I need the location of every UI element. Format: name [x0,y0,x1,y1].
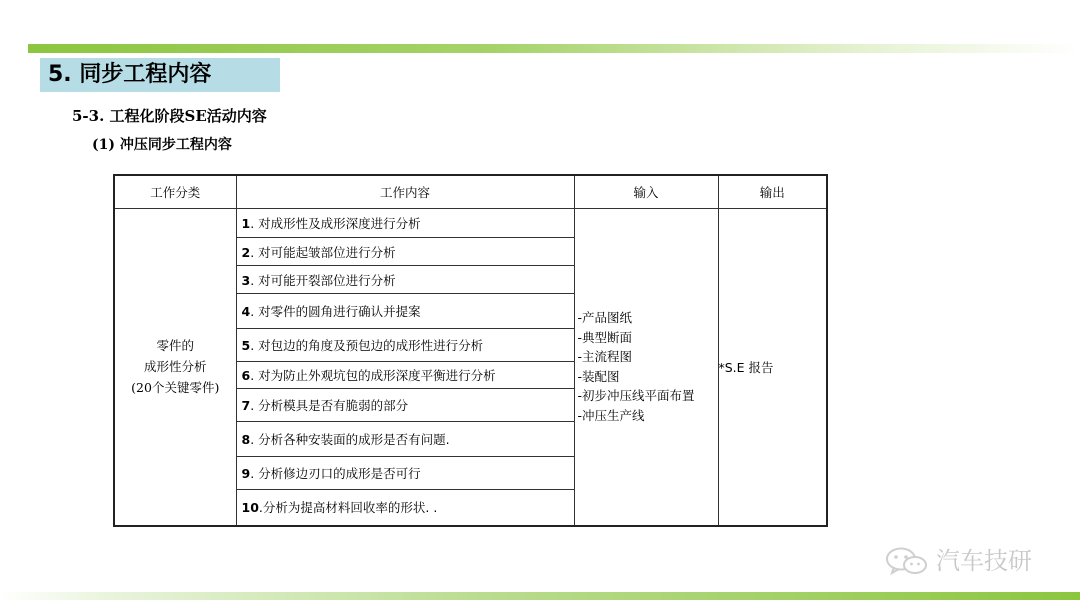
item-text: . 分析修边刃口的成形是否可行 [250,466,421,481]
item-number: 10 [241,500,259,516]
item-number: 7 [241,398,251,413]
table-row [114,209,827,238]
content-item [236,266,574,294]
item-text: . 分析模具是否有脆弱的部分 [250,398,409,413]
item-text: . 分析各种安装面的成形是否有问题. [250,432,450,447]
input-item: -典型断面 [577,329,633,345]
item-number: 9 [241,466,251,481]
item-number: 3 [241,272,251,288]
content-item [236,294,574,329]
content-item [236,422,574,457]
bottom-accent-bar [0,592,1080,600]
category-cell [114,209,236,526]
input-item: -初步冲压线平面布置 [577,388,695,404]
category-line: 成形性分析 [143,359,207,375]
item-text: . 对为防止外观坑包的成形深度平衡进行分析 [250,368,496,383]
top-accent-bar [28,44,1080,53]
table-header-row [114,175,827,209]
output-cell: *S.E 报告 [718,209,827,526]
watermark [884,544,1054,578]
header-output: 输出 [718,175,827,209]
slide-title: 5. 同步工程内容 [48,62,212,87]
input-item: -产品图纸 [577,310,633,326]
header-input: 输入 [574,175,718,209]
item-number: 4 [241,304,251,319]
input-item: -冲压生产线 [577,407,645,423]
se-activity-table [113,174,828,527]
item-text: . 对包边的角度及预包边的成形性进行分析 [250,338,484,353]
input-item: -装配图 [577,368,620,384]
content-item [236,389,574,422]
item-text: .分析为提高材料回收率的形状. . [258,500,438,516]
category-line: 零件的 [156,338,194,354]
item-number: 5 [241,338,251,353]
section-subtitle: 5-3. 工程化阶段SE活动内容 [72,107,267,125]
content-item [236,490,574,526]
item-number: 6 [241,368,251,383]
category-line: (20个关键零件) [131,380,220,396]
item-text: . 对成形性及成形深度进行分析 [250,216,421,231]
item-number: 1 [241,216,251,231]
content-item [236,457,574,490]
item-text: . 对可能开裂部位进行分析 [250,272,396,288]
content-item [236,209,574,238]
input-cell [574,209,718,526]
input-item: -主流程图 [577,349,633,365]
item-text: . 对零件的圆角进行确认并提案 [250,304,421,319]
item-text: . 对可能起皱部位进行分析 [250,244,396,260]
watermark-text: 汽车技研 [936,547,1032,575]
item-number: 8 [241,432,251,447]
wechat-icon [884,546,930,576]
header-content: 工作内容 [236,175,574,209]
content-item [236,362,574,389]
item-number: 2 [241,244,251,260]
content-item [236,329,574,362]
content-item [236,238,574,266]
header-category: 工作分类 [114,175,236,209]
subsection-subtitle: (1) 冲压同步工程内容 [92,137,232,153]
